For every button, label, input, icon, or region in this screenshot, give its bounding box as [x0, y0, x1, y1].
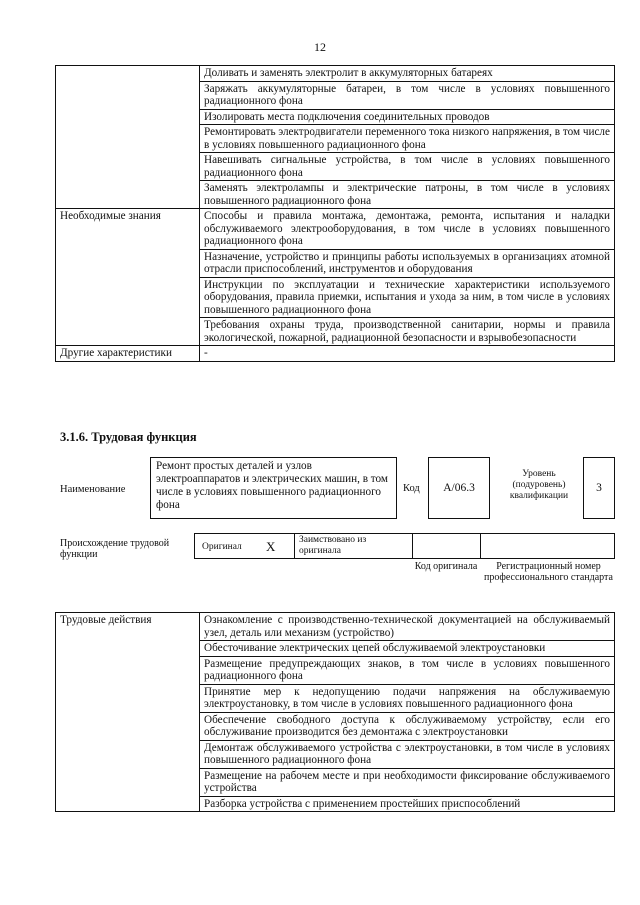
level-value: 3	[596, 482, 602, 494]
knowledge-row: Назначение, устройство и принципы работы используемых в организациях атомной отрасли приспособлений, инструментов и оборудования	[200, 249, 615, 277]
code-box	[428, 457, 490, 519]
action-row: Демонтаж обслуживаемого устройства с электроустановки, в том числе в условиях повышенного радиационного фона	[200, 740, 615, 768]
divider	[412, 533, 413, 559]
skill-row: Навешивать сигнальные устройства, в том числе в условиях повышенного радиационного фона	[200, 153, 615, 181]
name-box	[150, 457, 397, 519]
divider	[480, 533, 481, 559]
action-row: Ознакомление с производственно-технической документацией на обслуживаемый узел, деталь или механизм (устройство)	[200, 613, 615, 641]
action-row: Обесточивание электрических цепей обслуживаемой электроустановки	[200, 641, 615, 657]
skill-row: Ремонтировать электродвигатели переменного тока низкого напряжения, в том числе в условиях повышенного радиационного фона	[200, 125, 615, 153]
page-number: 12	[314, 40, 326, 54]
action-row: Размещение на рабочем месте и при необходимости фиксирование обслуживаемого устройства	[200, 768, 615, 796]
level-label: Уровень (подуровень) квалификации	[509, 469, 569, 501]
code-value: А/06.3	[443, 482, 475, 494]
other-characteristics-label: Другие характеристики	[56, 346, 200, 362]
knowledge-label: Необходимые знания	[56, 209, 200, 346]
original-mark: X	[266, 539, 276, 554]
section-title: 3.1.6. Трудовая функция	[60, 430, 197, 444]
reg-caption: Регистрационный номер профессионального стандарта	[484, 561, 613, 583]
knowledge-row: Способы и правила монтажа, демонтажа, ремонта, испытания и наладки обслуживаемого электрооборудования, в том числе в условиях повышенного радиационного фона	[200, 209, 615, 250]
skill-row: Изолировать места подключения соединительных проводов	[200, 109, 615, 125]
original-label: Оригинал	[202, 542, 242, 552]
origin-label: Происхождение трудовой функции	[60, 538, 170, 560]
action-row: Обеспечение свободного доступа к обслуживаемому устройству, если его обслуживание производится без демонтажа с электроустановки	[200, 712, 615, 740]
skill-row: Доливать и заменять электролит в аккумуляторных батареях	[200, 66, 615, 82]
divider	[294, 533, 295, 559]
name-label: Наименование	[60, 484, 126, 495]
borrowed-label: Заимствовано из оригинала	[299, 535, 367, 556]
code-label: Код	[403, 483, 420, 494]
actions-table	[55, 612, 615, 812]
level-box	[583, 457, 615, 519]
name-value: Ремонт простых деталей и узлов электроаппаратов и электрических машин, в том числе в условиях повышенного радиационного фона	[156, 460, 388, 511]
skills-knowledge-table	[55, 65, 615, 362]
skill-row: Заряжать аккумуляторные батареи, в том числе в условиях повышенного радиационного фона	[200, 81, 615, 109]
code-caption: Код оригинала	[414, 561, 478, 572]
empty-label-cell	[56, 66, 200, 209]
skill-row: Заменять электролампы и электрические патроны, в том числе в условиях повышенного радиационного фона	[200, 181, 615, 209]
other-characteristics-value: -	[200, 346, 615, 362]
actions-label: Трудовые действия	[56, 613, 200, 812]
knowledge-row: Требования охраны труда, производственной санитарии, нормы и правила экологической, пожарной, радиационной безопасности и взрывобезопасности	[200, 318, 615, 346]
knowledge-row: Инструкции по эксплуатации и технические характеристики используемого оборудования, правила приемки, испытания и ухода за ним, в том числе в условиях повышенного радиационного фона	[200, 277, 615, 318]
action-row: Размещение предупреждающих знаков, в том числе в условиях повышенного радиационного фона	[200, 656, 615, 684]
action-row: Разборка устройства с применением простейших приспособлений	[200, 796, 615, 812]
action-row: Принятие мер к недопущению подачи напряжения на обслуживаемую электроустановку, в том числе в условиях повышенного радиационного фона	[200, 684, 615, 712]
